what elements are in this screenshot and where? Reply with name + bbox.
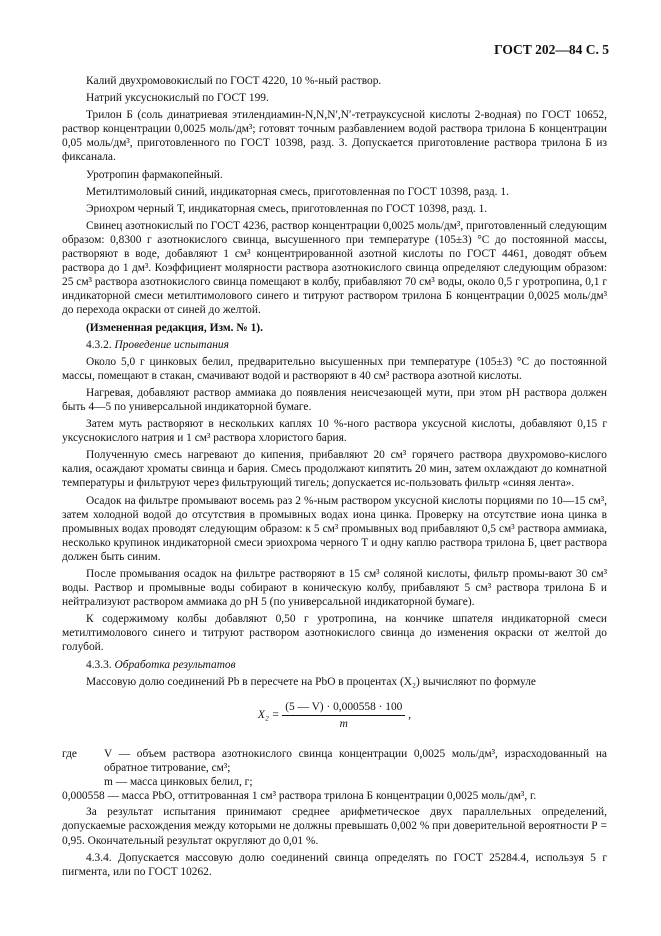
paragraph-dissolve-precipitate: После промывания осадок на фильтре растворяют в 15 см³ соляной кислоты, фильтр промы-вают 30 см³ воды. Раствор и промывные воды собирают в коническую колбу, прибавляют 5 см³ раствора трилона Б и нейтрализуют раствором аммиака до рН 5 (по универсальной индикаторной бумаге). bbox=[62, 568, 607, 609]
formula-x2 bbox=[62, 700, 607, 731]
paragraph-methylthymol-blue: Метилтимоловый синий, индикаторная смесь, приготовленная по ГОСТ 10398, разд. 1. bbox=[86, 185, 509, 198]
paragraph-acetic-acid: Затем муть растворяют в нескольких каплях 10 %-ного раствора уксусной кислоты, добавляют 0,15 г уксуснокислого натрия и 1 см³ раствора хлористого бария. bbox=[62, 418, 607, 445]
formula-fraction bbox=[282, 700, 405, 731]
paragraph-sodium-acetate: Натрий уксуснокислый по ГОСТ 199. bbox=[86, 92, 269, 105]
paragraph-boiling: Полученную смесь нагревают до кипения, прибавляют 20 см³ горячего раствора двухромово-кислого калия, осаждают хроматы свинца и бария. Смесь продолжают кипятить 20 мин, затем охлаждают до комнатной температуры и фильтруют через фильтрующий тигель; допускается ис-пользовать фильтр «синяя лента». bbox=[62, 449, 607, 490]
paragraph-titration: К содержимому колбы добавляют 0,50 г уротропина, на кончике шпателя индикаторной смеси метилтимолового синего и титруют раствором азотнокислого свинца до изменения окраски от желтой до голубой. bbox=[62, 613, 607, 654]
formula-end: , bbox=[408, 708, 412, 721]
paragraph-potassium-dichromate: Калий двухромовокислый по ГОСТ 4220, 10 %-ный раствор. bbox=[86, 75, 382, 87]
paragraph-result: За результат испытания принимают среднее арифметическое двух параллельных определений, допускаемые расхождения между которыми не должны превышать 0,002 % при доверительной вероятности Р = 0,95. Окончательный результат округляют до 0,01 %. bbox=[62, 806, 607, 847]
page-header: ГОСТ 202—84 С. 5 bbox=[494, 42, 609, 57]
paragraph-formula-intro: Массовую долю соединений Pb в пересчете на PbO в процентах (X₂) вычисляют по формуле bbox=[86, 675, 536, 688]
section-heading-4-3-3 bbox=[62, 658, 607, 672]
paragraph-ammonia-addition: Нагревая, добавляют раствор аммиака до появления неисчезающей мути, при этом рН раствора должен быть 4—5 по универсальной индикаторной бумаге. bbox=[62, 386, 607, 413]
paragraph-amendment-note: (Измененная редакция, Изм. № 1). bbox=[86, 321, 263, 334]
formula-denominator: m bbox=[339, 717, 348, 730]
paragraph-eriochrome-black: Эриохром черный Т, индикаторная смесь, приготовленная по ГОСТ 10398, разд. 1. bbox=[86, 202, 488, 215]
where-m-definition: m — масса цинковых белил, г; bbox=[104, 776, 253, 789]
where-v-definition: V — объем раствора азотнокислого свинца концентрации 0,0025 моль/дм³, израсходованный на обратное титрование, см³; bbox=[104, 747, 607, 775]
formula-lhs: X₂ = bbox=[257, 708, 280, 721]
where-label: где bbox=[62, 747, 77, 760]
formula-numerator: (5 — V) · 0,000558 · 100 bbox=[282, 700, 405, 716]
formula-legend bbox=[62, 747, 607, 803]
section-title: Проведение испытания bbox=[114, 338, 229, 351]
paragraph-washing: Осадок на фильтре промывают восемь раз 2 %-ным раствором уксусной кислоты порциями по 10—15 см³, затем холодной водой до отсутствия в промывных водах иона цинка. Проверку на отсутствие иона цинка в промывных водах проводят следующим образом: к 5 см³ промывных вод прибавляют 0,5 см³ раствора аммиака, несколько крупинок индикаторной смеси эриохрома черного Т и одну каплю раствора трилона Б, цвет раствора должен быть синим. bbox=[62, 494, 607, 563]
section-number: 4.3.2. bbox=[86, 338, 112, 351]
paragraph-lead-nitrate: Свинец азотнокислый по ГОСТ 4236, раствор концентрации 0,0025 моль/дм³, приготовленный следующим образом: 0,8300 г азотнокислого свинца, высушенного при температуре (105±3) °С до постоянной массы, растворяют в воде, добавляют 1 см³ концентрированной азотной кислоты по ГОСТ 4461, доводят объем раствора до 1 дм³. Коэффициент молярности раствора азотнокислого свинца определяют следующим образом: 25 см³ раствора азотнокислого свинца помещают в колбу, прибавляют 70 см³ воды, около 0,5 г уротропина, 0,1 г индикаторной смеси метилтимолового синего и титруют раствором трилона Б концентрации 0,0025 моль/дм³ до перехода окраски от синей до желтой. bbox=[62, 219, 607, 317]
document-body bbox=[62, 74, 607, 882]
section-heading-4-3-2 bbox=[62, 338, 607, 352]
section-title: Обработка результатов bbox=[114, 658, 236, 671]
section-number: 4.3.3. bbox=[86, 658, 112, 671]
paragraph-trilon-b: Трилон Б (соль динатриевая этилендиамин-N,N,N′,N′-тетрауксусной кислоты 2-водная) по ГОСТ 10652, раствор концентрации 0,0025 моль/дм³; готовят точным разбавлением водой раствора трилона Б концентрации 0,05 моль/дм³, приготовленного по ГОСТ 10398, разд. 3. Допускается приготовление раствора трилона Б из фиксанала. bbox=[62, 109, 607, 164]
paragraph-alternative-method: 4.3.4. Допускается массовую долю соединений свинца определять по ГОСТ 25284.4, используя 5 г пигмента, или по ГОСТ 10262. bbox=[62, 851, 607, 878]
where-constant-definition: 0,000558 — масса PbO, оттитрованная 1 см³ раствора трилона Б концентрации 0,0025 моль/дм³, г. bbox=[62, 790, 537, 803]
paragraph-sample-dissolution: Около 5,0 г цинковых белил, предварительно высушенных при температуре (105±3) °С до постоянной массы, помещают в стакан, смачивают водой и растворяют в 40 см³ раствора азотной кислоты. bbox=[62, 355, 607, 382]
paragraph-urotropin: Уротропин фармакопейный. bbox=[86, 168, 223, 181]
